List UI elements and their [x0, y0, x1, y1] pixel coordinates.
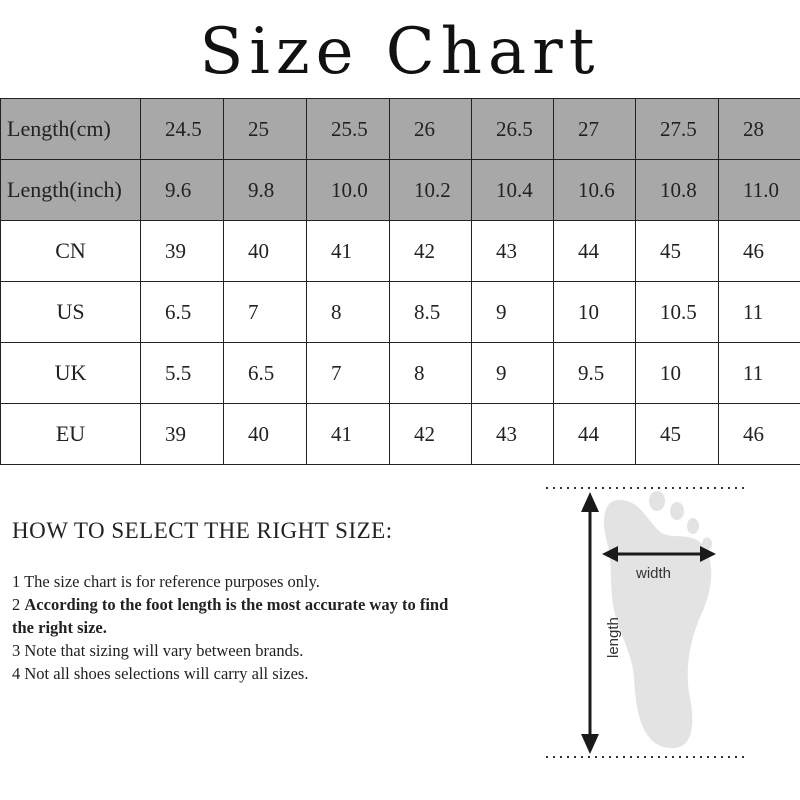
table-cell: 39 [141, 404, 224, 465]
table-row [1, 160, 800, 221]
table-cell: 46 [719, 404, 800, 465]
table-cell: 9.5 [554, 343, 636, 404]
list-item [12, 570, 452, 593]
table-cell: 8.5 [390, 282, 472, 343]
row-label: Length(inch) [1, 160, 141, 221]
table-cell: 5.5 [141, 343, 224, 404]
list-item [12, 593, 452, 639]
table-cell: 44 [554, 221, 636, 282]
table-cell: 8 [390, 343, 472, 404]
table-row [1, 343, 800, 404]
list-item [12, 662, 452, 685]
list-item-number: 1 [12, 572, 21, 591]
row-label: US [1, 282, 141, 343]
table-cell: 10.2 [390, 160, 472, 221]
table-cell: 40 [224, 221, 307, 282]
table-cell: 24.5 [141, 99, 224, 160]
table-cell: 26.5 [472, 99, 554, 160]
table-cell: 8 [307, 282, 390, 343]
table-cell: 6.5 [141, 282, 224, 343]
table-cell: 11 [719, 282, 800, 343]
table-cell: 10 [554, 282, 636, 343]
list-item-text: Not all shoes selections will carry all sizes. [24, 664, 309, 683]
list-item-text: Note that sizing will vary between brands. [24, 641, 304, 660]
table-cell: 44 [554, 404, 636, 465]
table-cell: 41 [307, 221, 390, 282]
table-cell: 43 [472, 404, 554, 465]
row-label: UK [1, 343, 141, 404]
table-cell: 10.8 [636, 160, 719, 221]
table-cell: 45 [636, 221, 719, 282]
table-cell: 28 [719, 99, 800, 160]
table-cell: 41 [307, 404, 390, 465]
table-row [1, 404, 800, 465]
size-table [0, 98, 800, 465]
guide-heading: HOW TO SELECT THE RIGHT SIZE: [12, 518, 393, 543]
table-cell: 42 [390, 404, 472, 465]
table-cell: 9.8 [224, 160, 307, 221]
width-label: width [636, 565, 672, 582]
toe-3 [687, 518, 699, 534]
toe-2 [670, 502, 684, 520]
foot-measurement-diagram [530, 478, 770, 768]
table-cell: 10.0 [307, 160, 390, 221]
page-title: Size Chart [199, 15, 601, 89]
table-cell: 10.6 [554, 160, 636, 221]
list-item-number: 2 [12, 595, 21, 614]
row-label: EU [1, 404, 141, 465]
table-cell: 25.5 [307, 99, 390, 160]
table-cell: 25 [224, 99, 307, 160]
table-cell: 27 [554, 99, 636, 160]
row-label: Length(cm) [1, 99, 141, 160]
table-cell: 7 [307, 343, 390, 404]
list-item [12, 639, 452, 662]
table-cell: 43 [472, 221, 554, 282]
table-cell: 40 [224, 404, 307, 465]
table-row [1, 282, 800, 343]
table-cell: 7 [224, 282, 307, 343]
list-item-text: According to the foot length is the most accurate way to find the right size. [12, 595, 449, 637]
table-row [1, 221, 800, 282]
table-cell: 11 [719, 343, 800, 404]
length-arrow [581, 492, 599, 754]
list-item-text: The size chart is for reference purposes only. [24, 572, 320, 591]
table-cell: 39 [141, 221, 224, 282]
table-cell: 9 [472, 343, 554, 404]
table-cell: 6.5 [224, 343, 307, 404]
table-cell: 11.0 [719, 160, 800, 221]
list-item-number: 4 [12, 664, 21, 683]
table-cell: 42 [390, 221, 472, 282]
list-item-number: 3 [12, 641, 21, 660]
guide-list [12, 570, 452, 685]
table-cell: 46 [719, 221, 800, 282]
length-label: length [605, 617, 622, 658]
table-cell: 27.5 [636, 99, 719, 160]
table-cell: 45 [636, 404, 719, 465]
table-cell: 9.6 [141, 160, 224, 221]
table-row [1, 99, 800, 160]
table-cell: 9 [472, 282, 554, 343]
table-cell: 10.5 [636, 282, 719, 343]
table-cell: 26 [390, 99, 472, 160]
table-cell: 10 [636, 343, 719, 404]
row-label: CN [1, 221, 141, 282]
toe-1 [649, 491, 665, 511]
table-cell: 10.4 [472, 160, 554, 221]
